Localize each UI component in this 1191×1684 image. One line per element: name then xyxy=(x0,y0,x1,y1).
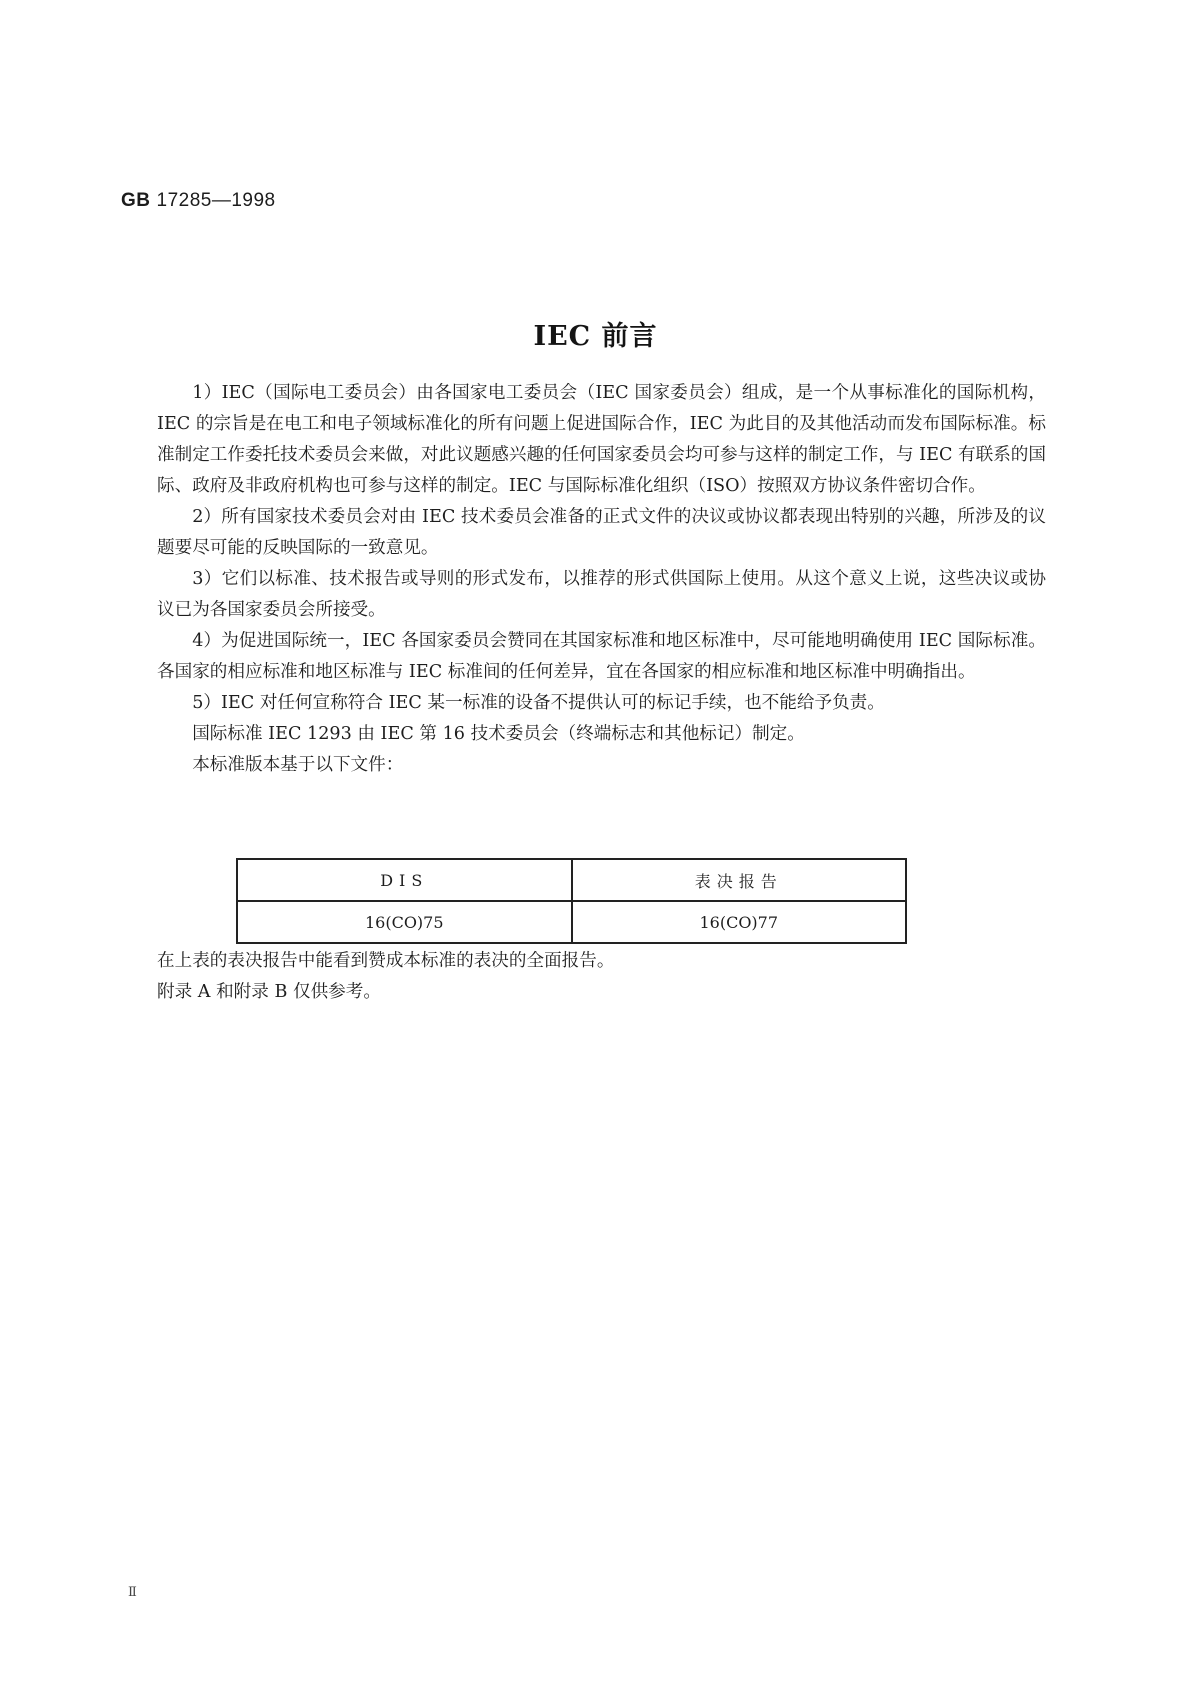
table-header-dis: DIS xyxy=(237,859,572,901)
document-table xyxy=(236,858,907,944)
paragraph-2: 2）所有国家技术委员会对由 IEC 技术委员会准备的正式文件的决议或协议都表现出特别的兴趣，所涉及的议题要尽可能的反映国际的一致意见。 xyxy=(157,507,1046,558)
page-title: IEC 前言 xyxy=(533,321,658,352)
after-table-text xyxy=(157,946,1046,1008)
paragraph-5: 5）IEC 对任何宣称符合 IEC 某一标准的设备不提供认可的标记手续，也不能给予负责。 xyxy=(192,693,885,713)
table-header-row xyxy=(237,859,906,901)
paragraph-iec-1293: 国际标准 IEC 1293 由 IEC 第 16 技术委员会（终端标志和其他标记）制定。 xyxy=(192,724,805,744)
table-cell-dis: 16(CO)75 xyxy=(237,901,572,943)
annex-note: 附录 A 和附录 B 仅供参考。 xyxy=(157,982,381,1002)
table-header-vote-report: 表决报告 xyxy=(572,859,907,901)
paragraph-4: 4）为促进国际统一，IEC 各国家委员会赞同在其国家标准和地区标准中，尽可能地明确使用 IEC 国际标准。各国家的相应标准和地区标准与 IEC 标准间的任何差异，宜在各国家的相应标准和地区标准中明确指出。 xyxy=(157,631,1046,682)
paragraph-1: 1）IEC（国际电工委员会）由各国家电工委员会（IEC 国家委员会）组成，是一个从事标准化的国际机构，IEC 的宗旨是在电工和电子领域标准化的所有问题上促进国际合作，IEC 为此目的及其他活动而发布国际标准。标准制定工作委托技术委员会来做，对此议题感兴趣的任何国家委员会均可参与这样的制定工作，与 IEC 有联系的国际、政府及非政府机构也可参与这样的制定。IEC 与国际标准化组织（ISO）按照双方协议条件密切合作。 xyxy=(157,383,1046,496)
page-number: Ⅱ xyxy=(128,1585,137,1600)
paragraph-based-on: 本标准版本基于以下文件： xyxy=(192,755,404,775)
table-row xyxy=(237,901,906,943)
foreword-body xyxy=(157,378,1046,781)
table-cell-vote-report: 16(CO)77 xyxy=(572,901,907,943)
standard-prefix: GB xyxy=(121,190,151,211)
vote-report-note: 在上表的表决报告中能看到赞成本标准的表决的全面报告。 xyxy=(157,951,615,971)
paragraph-3: 3）它们以标准、技术报告或导则的形式发布，以推荐的形式供国际上使用。从这个意义上说，这些决议或协议已为各国家委员会所接受。 xyxy=(157,569,1046,620)
standard-number: 17285—1998 xyxy=(156,190,276,211)
standard-code xyxy=(121,190,276,212)
